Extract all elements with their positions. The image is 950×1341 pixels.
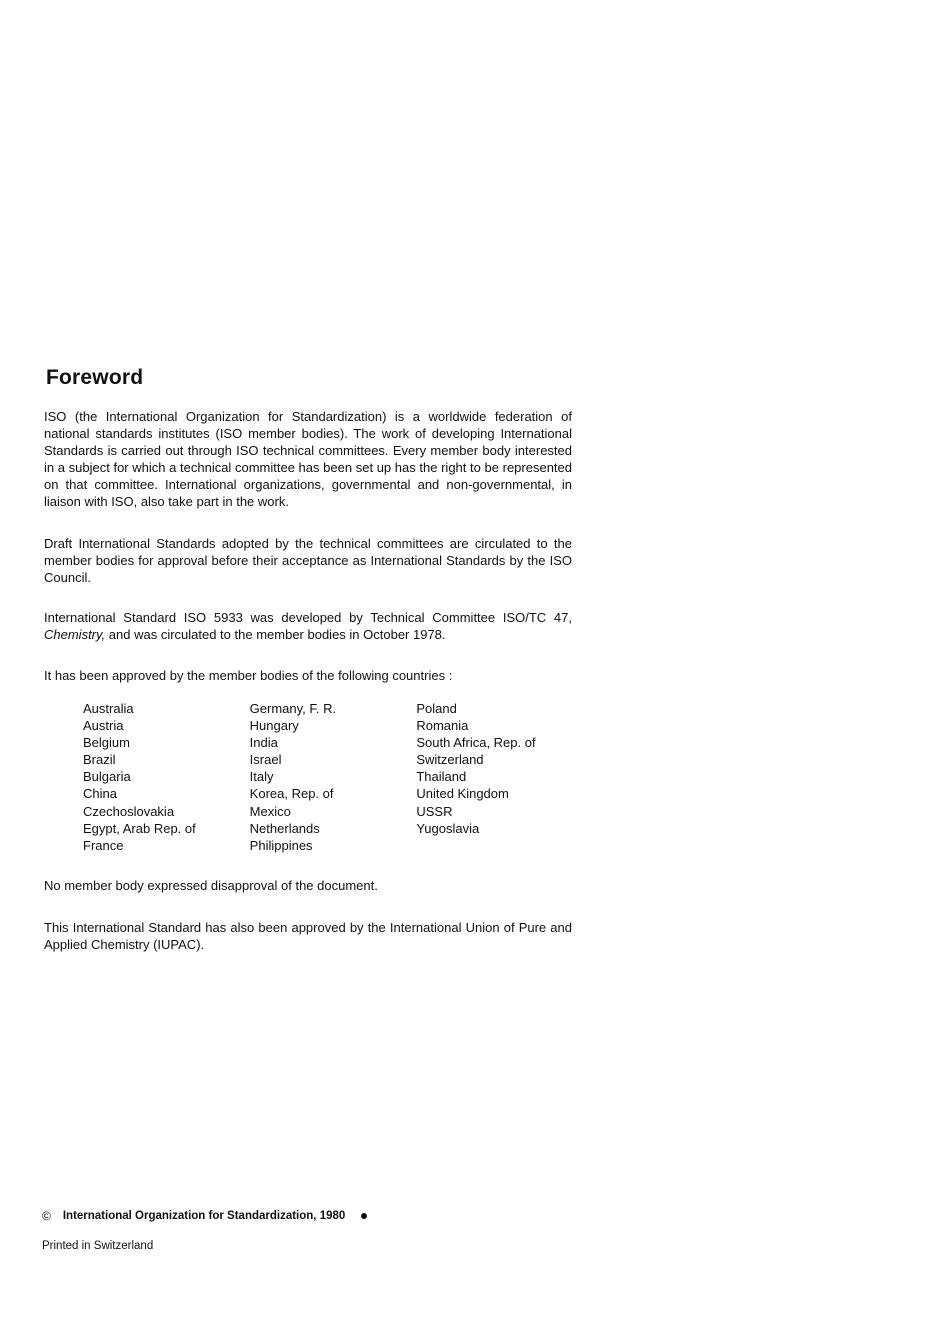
iupac-statement: This International Standard has also been approved by the International Union of Pure and Applied Chemistry (IUPAC).	[44, 920, 572, 952]
paragraph-3-text-a: International Standard ISO 5933 was developed by Technical Committee ISO/TC 47,	[44, 610, 572, 625]
disapproval-statement: No member body expressed disapproval of the document.	[44, 878, 378, 893]
foreword-paragraph-1: ISO (the International Organization for Standardization) is a worldwide federation of national standards institutes (ISO member bodies). The work of developing International Standards is carried out through ISO technical committees. Every member body interested in a subject for which a technical committee has been set up has the right to be represented on that committee. International organizations, governmental and non-governmental, in liaison with ISO, also take part in the work.	[44, 409, 572, 509]
page-title: Foreword	[46, 366, 144, 389]
country-item: Germany, F. R.	[249, 701, 337, 716]
country-item: Mexico	[249, 803, 291, 819]
country-column-3	[416, 700, 583, 854]
country-item: Philippines	[249, 837, 313, 853]
printed-in: Printed in Switzerland	[42, 1240, 154, 1252]
country-item: Thailand	[416, 769, 467, 785]
country-item: Hungary	[249, 718, 299, 734]
country-item: Austria	[83, 718, 124, 734]
country-item: South Africa, Rep. of	[416, 735, 536, 751]
copyright-icon: ©	[42, 1209, 51, 1223]
country-item: United Kingdom	[416, 786, 509, 802]
country-item: Israel	[249, 752, 282, 768]
country-item: Netherlands	[249, 820, 320, 836]
country-item: Poland	[416, 701, 457, 716]
country-item: Bulgaria	[83, 769, 131, 785]
foreword-paragraph-3	[44, 609, 572, 643]
country-item: India	[249, 735, 278, 751]
copyright-text: International Organization for Standardization, 1980	[62, 1210, 346, 1222]
country-item: Australia	[83, 701, 134, 716]
country-item: Egypt, Arab Rep. of	[83, 820, 196, 836]
country-item: Belgium	[83, 735, 130, 751]
country-item: Romania	[416, 718, 469, 734]
country-item: Switzerland	[416, 752, 484, 768]
country-item: Korea, Rep. of	[249, 786, 334, 802]
country-column-1	[83, 700, 250, 854]
foreword-paragraph-2: Draft International Standards adopted by the technical committees are circulated to the member bodies for approval before their acceptance as International Standards by the ISO Council.	[44, 536, 572, 585]
country-list	[83, 700, 583, 854]
bullet-icon	[361, 1213, 367, 1219]
paragraph-3-text-b: and was circulated to the member bodies in October 1978.	[108, 627, 446, 642]
country-item: USSR	[416, 803, 453, 819]
approval-intro: It has been approved by the member bodies of the following countries :	[44, 668, 453, 683]
committee-name: Chemistry,	[44, 627, 106, 642]
copyright-line	[42, 1209, 367, 1223]
country-item: Yugoslavia	[416, 820, 480, 836]
country-item: Italy	[249, 769, 274, 785]
country-item: China	[83, 786, 117, 802]
country-column-2	[250, 700, 417, 854]
country-item: France	[83, 837, 124, 853]
country-item: Czechoslovakia	[83, 803, 175, 819]
country-item: Brazil	[83, 752, 116, 768]
